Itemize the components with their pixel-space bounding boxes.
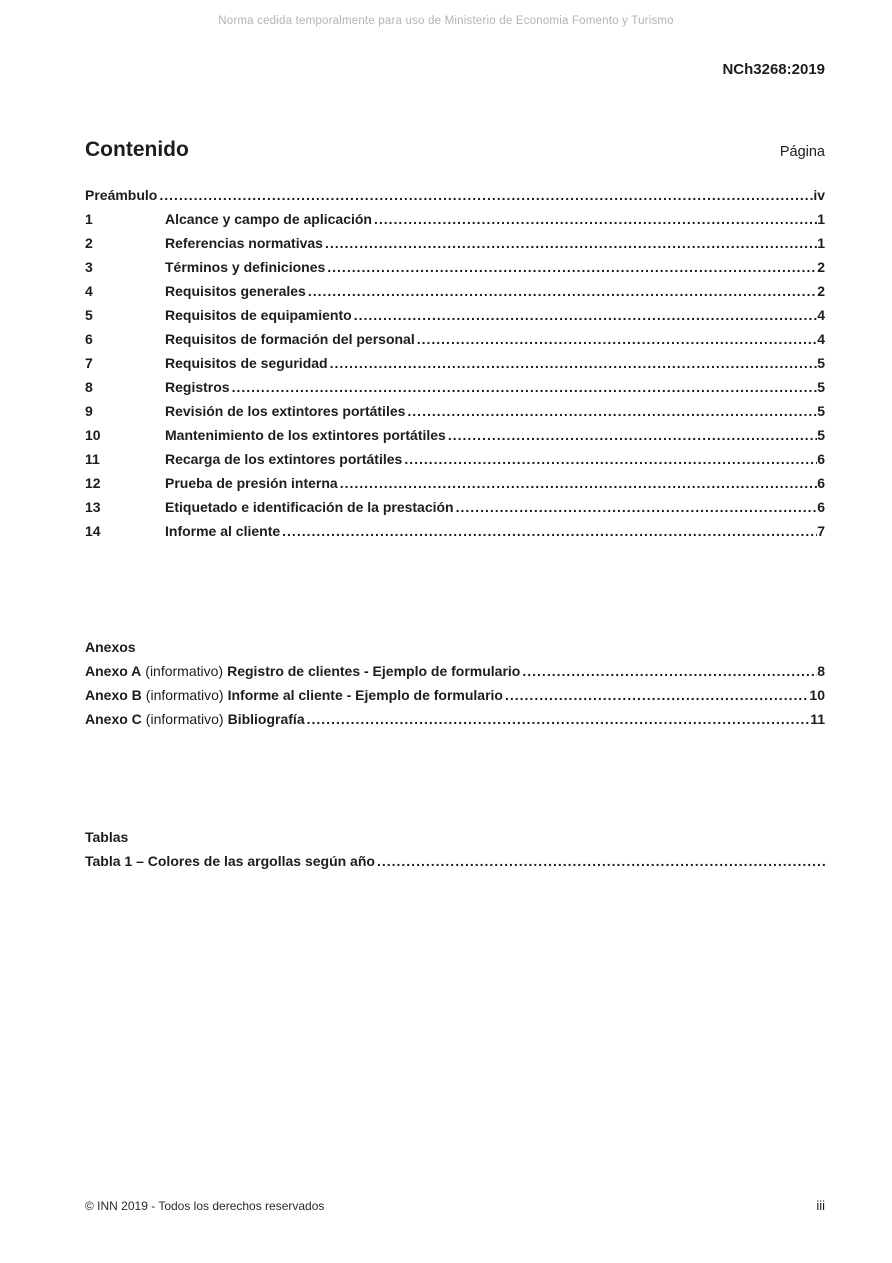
toc-row: [85, 231, 825, 255]
annex-title: Informe al cliente - Ejemplo de formulario: [227, 687, 503, 703]
toc-row: [85, 303, 825, 327]
toc-entry-title: Alcance y campo de aplicación: [165, 211, 372, 227]
dot-leader: [352, 303, 818, 327]
annex-page: 11: [810, 711, 825, 727]
toc-entry-title: Etiquetado e identificación de la prestación: [165, 499, 454, 515]
toc-row: [85, 519, 825, 543]
toc-entry-number: 14: [85, 523, 101, 539]
toc-entry-page: 2: [817, 259, 825, 275]
toc-entry-title: Requisitos generales: [165, 283, 306, 299]
toc-row: [85, 255, 825, 279]
dot-leader: [338, 471, 817, 495]
dot-leader: [405, 399, 817, 423]
page-column-label: Página: [779, 144, 825, 160]
document-code: NCh3268:2019: [722, 61, 825, 78]
toc-entry-page: 6: [817, 499, 825, 515]
toc-entry-number: 11: [85, 451, 100, 467]
toc-entry-title: Requisitos de equipamiento: [165, 307, 352, 323]
toc-entry-number: 2: [85, 235, 93, 251]
toc-row: [85, 495, 825, 519]
toc-entry-number: 12: [85, 475, 101, 491]
dot-leader: [280, 519, 817, 543]
content-area: [85, 138, 825, 873]
watermark-text: Norma cedida temporalmente para uso de Ministerio de Economia Fomento y Turismo: [218, 15, 674, 27]
annexes-heading: Anexos: [85, 639, 136, 655]
toc-entry-title: Términos y definiciones: [165, 259, 326, 275]
toc-entry-page: 6: [817, 475, 825, 491]
toc-entry-page: 5: [817, 427, 825, 443]
table-row: [85, 849, 825, 873]
toc-entry-page: iv: [813, 187, 825, 203]
toc-entry-number: 5: [85, 307, 93, 323]
toc-entry-page: 1: [817, 235, 825, 251]
dot-leader: [454, 495, 818, 519]
annex-qualifier: (informativo): [145, 711, 224, 727]
toc-row: [85, 327, 825, 351]
toc-entry-page: 4: [817, 307, 825, 323]
dot-leader: [323, 231, 817, 255]
annex-page: 8: [817, 663, 825, 679]
toc-entry-page: 2: [817, 283, 825, 299]
toc-row: [85, 471, 825, 495]
dot-leader: [305, 707, 811, 731]
toc-row: [85, 375, 825, 399]
dot-leader: [520, 659, 817, 683]
toc-entry-page: 5: [817, 403, 825, 419]
toc-entry-page: 5: [817, 355, 825, 371]
toc-entry-number: 1: [85, 211, 93, 227]
annex-row: [85, 683, 825, 707]
dot-leader: [503, 683, 809, 707]
toc-entry-number: 4: [85, 283, 93, 299]
toc-entry-number: 10: [85, 427, 101, 443]
contents-heading: Contenido: [85, 138, 189, 161]
dot-leader: [306, 279, 817, 303]
annex-label: Anexo C: [85, 711, 142, 727]
page-footer: [85, 1198, 825, 1213]
toc-entry-number: 6: [85, 331, 93, 347]
table-entry-title: Tabla 1 – Colores de las argollas según año: [85, 853, 375, 869]
toc-entry-page: 1: [817, 211, 825, 227]
toc-entry-page: 4: [817, 331, 825, 347]
toc-entry-title: Requisitos de formación del personal: [165, 331, 415, 347]
toc-entry-title: Registros: [165, 379, 230, 395]
annex-page: 10: [809, 687, 825, 703]
toc-entry-number: 8: [85, 379, 93, 395]
tables-heading: Tablas: [85, 829, 129, 845]
toc-row-preamble: [85, 183, 825, 207]
toc-entry-title: Prueba de presión interna: [165, 475, 338, 491]
dot-leader: [372, 207, 817, 231]
dot-leader: [230, 375, 818, 399]
dot-leader: [446, 423, 817, 447]
annex-qualifier: (informativo): [145, 663, 224, 679]
annex-row: [85, 659, 825, 683]
dot-leader: [402, 447, 817, 471]
toc-entry-number: 9: [85, 403, 93, 419]
toc-entry-number: 7: [85, 355, 93, 371]
dot-leader: [325, 255, 817, 279]
annex-title: Bibliografía: [227, 711, 305, 727]
annexes-section: [85, 635, 825, 731]
toc-row: [85, 279, 825, 303]
toc-entry-title: Requisitos de seguridad: [165, 355, 328, 371]
toc-entry-page: 5: [817, 379, 825, 395]
copyright-notice: © INN 2019 - Todos los derechos reservados: [85, 1199, 325, 1213]
toc-entry-title: Informe al cliente: [165, 523, 281, 539]
dot-leader: [415, 327, 817, 351]
toc-row: [85, 399, 825, 423]
dot-leader: [157, 183, 813, 207]
toc-entry-number: 3: [85, 259, 93, 275]
dot-leader: [375, 849, 825, 873]
toc-row: [85, 351, 825, 375]
toc-row: [85, 447, 825, 471]
toc-entry-page: 6: [817, 451, 825, 467]
toc-entry-title: Preámbulo: [85, 187, 158, 203]
toc-entry-title: Revisión de los extintores portátiles: [165, 403, 406, 419]
annex-qualifier: (informativo): [145, 687, 224, 703]
toc-entry-page: 7: [817, 523, 825, 539]
toc-entry-title: Referencias normativas: [165, 235, 323, 251]
annex-row: [85, 707, 825, 731]
annex-label: Anexo B: [85, 687, 142, 703]
annex-label: Anexo A: [85, 663, 142, 679]
table-of-contents: [85, 183, 825, 543]
annex-title: Registro de clientes - Ejemplo de formulario: [227, 663, 521, 679]
toc-row: [85, 423, 825, 447]
folio-page-number: iii: [816, 1198, 825, 1213]
toc-entry-number: 13: [85, 499, 101, 515]
dot-leader: [328, 351, 818, 375]
toc-entry-title: Recarga de los extintores portátiles: [165, 451, 403, 467]
toc-entry-title: Mantenimiento de los extintores portátiles: [165, 427, 446, 443]
toc-row: [85, 207, 825, 231]
tables-section: [85, 825, 825, 873]
contents-title-row: [85, 138, 825, 162]
